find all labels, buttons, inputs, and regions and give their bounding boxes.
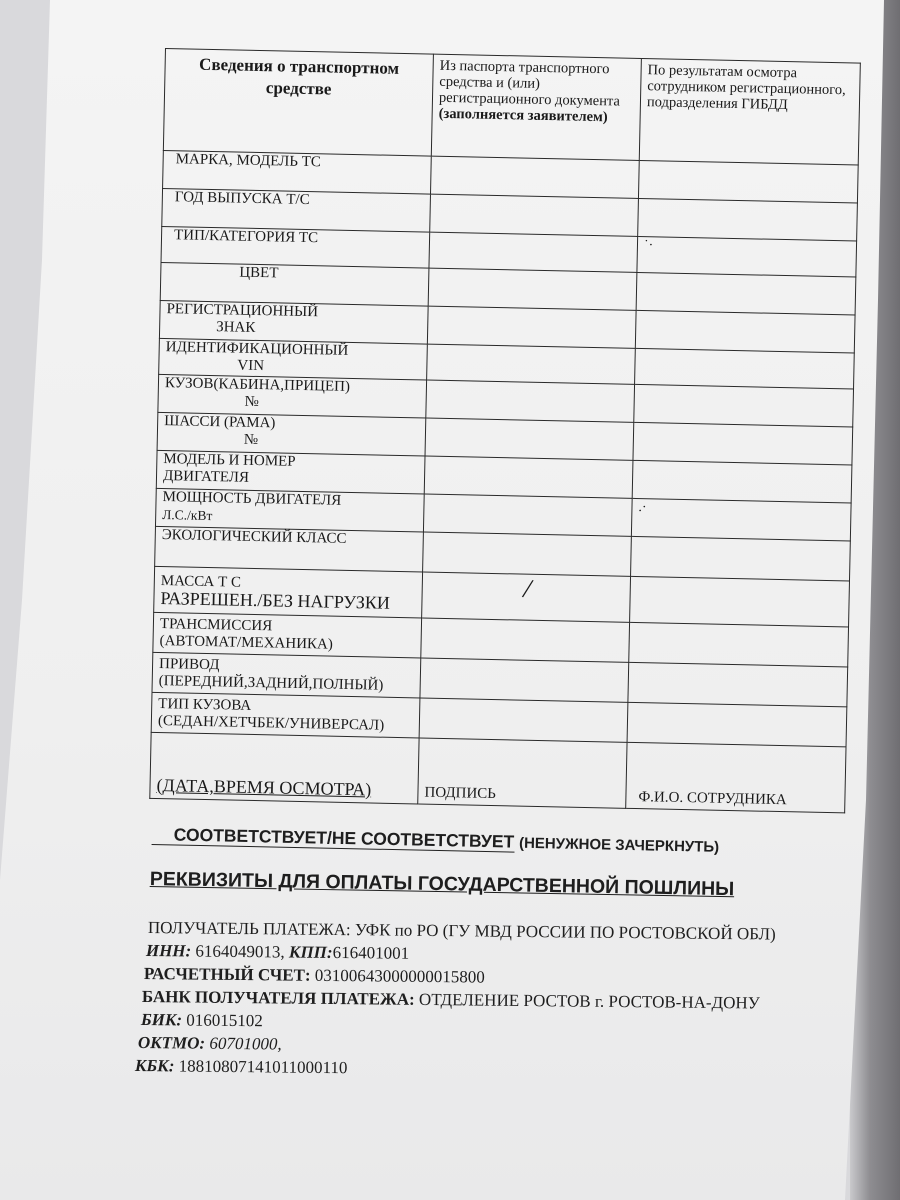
inspector-cell — [632, 460, 852, 503]
inspector-cell — [636, 272, 856, 315]
kbk-value: 18810807141011000110 — [178, 1056, 348, 1078]
oktmo-label: ОКТМО: — [137, 1033, 206, 1053]
inspector-cell — [638, 198, 858, 241]
row-label-type-category: ТИП/КАТЕГОРИЯ ТС — [161, 226, 430, 268]
row-label-body-number: КУЗОВ(КАБИНА,ПРИЦЕП) № — [158, 374, 427, 418]
applicant-cell — [419, 698, 628, 742]
applicant-cell — [430, 194, 639, 236]
footer-date-cell — [150, 732, 419, 804]
table-footer-row — [150, 732, 846, 813]
requisites-account — [144, 964, 485, 988]
inspector-cell — [628, 662, 848, 707]
inspector-cell — [635, 310, 855, 353]
kpp-label: КПП: — [288, 942, 333, 962]
header-from-passport-text: Из паспорта транспортного средства и (или) регистрационного документа — [438, 57, 621, 110]
mass-slash: / — [520, 573, 535, 606]
pen-mark: ˙· — [643, 238, 654, 254]
row-label-vin: ИДЕНТИФИКАЦИОННЫЙ VIN — [159, 338, 428, 380]
applicant-cell — [421, 618, 630, 662]
row-label-mass: МАССА Т С РАЗРЕШЕН./БЕЗ НАГРУЗКИ — [154, 566, 423, 618]
applicant-cell — [430, 156, 639, 198]
inspector-cell — [638, 160, 858, 203]
row-label-year: ГОД ВЫПУСКА Т/С — [162, 188, 431, 232]
inspector-cell — [629, 622, 849, 667]
kbk-label: КБК: — [134, 1056, 175, 1076]
header-from-passport — [431, 54, 641, 160]
inn-value: 6164049013, — [195, 941, 285, 962]
bik-value: 016015102 — [186, 1010, 263, 1031]
applicant-cell — [428, 268, 637, 310]
inspector-cell — [630, 576, 850, 627]
oktmo-value: 60701000, — [209, 1033, 282, 1054]
footer-signature-cell — [418, 738, 627, 808]
requisites-title: РЕКВИЗИТЫ ДЛЯ ОПЛАТЫ ГОСУДАРСТВЕННОЙ ПОШЛИНЫ — [149, 868, 735, 901]
pen-mark: .· — [638, 500, 647, 516]
row-label-color: ЦВЕТ — [160, 262, 429, 306]
inspector-cell — [634, 384, 854, 427]
applicant-cell — [424, 456, 633, 498]
applicant-cell — [423, 494, 632, 536]
applicant-cell — [427, 306, 636, 348]
compliance-main: СООТВЕТСТВУЕТ/НЕ СООТВЕТСТВУЕТ — [152, 824, 515, 853]
applicant-cell — [425, 418, 634, 460]
bank-value: ОТДЕЛЕНИЕ РОСТОВ г. РОСТОВ-НА-ДОНУ — [418, 989, 760, 1013]
row-label-make-model: МАРКА, МОДЕЛЬ ТС — [163, 150, 432, 194]
table-header-row — [163, 49, 860, 166]
inspector-cell — [637, 236, 857, 277]
footer-fio-cell — [626, 742, 846, 813]
requisites-kbk — [135, 1056, 348, 1078]
row-label-reg-plate: РЕГИСТРАЦИОННЫЙ ЗНАК — [159, 300, 428, 344]
bank-label: БАНК ПОЛУЧАТЕЛЯ ПЛАТЕЖА: — [141, 987, 415, 1009]
inspector-cell — [633, 422, 853, 465]
row-label-transmission: ТРАНСМИССИЯ (АВТОМАТ/МЕХАНИКА) — [153, 612, 422, 658]
inspector-cell — [627, 702, 847, 747]
inspector-cell — [635, 348, 855, 389]
applicant-cell — [426, 380, 635, 422]
row-label-body-type: ТИП КУЗОВА (СЕДАН/ХЕТЧБЕК/УНИВЕРСАЛ) — [151, 692, 420, 738]
inn-label: ИНН: — [145, 941, 192, 961]
requisites-oktmo — [138, 1033, 282, 1055]
applicant-cell — [429, 232, 638, 272]
bik-label: БИК: — [140, 1010, 183, 1030]
applicant-cell — [423, 532, 632, 576]
footer-signature-label: ПОДПИСЬ — [424, 784, 497, 803]
requisites-inn-kpp — [146, 941, 409, 964]
row-label-engine-power: МОЩНОСТЬ ДВИГАТЕЛЯ Л.С./кВт — [155, 488, 424, 532]
vehicle-info-table — [149, 48, 861, 813]
compliance-note: (НЕНУЖНОЕ ЗАЧЕРКНУТЬ) — [518, 834, 720, 856]
account-value: 03100643000000015800 — [314, 965, 485, 987]
row-label-engine: МОДЕЛЬ И НОМЕР ДВИГАТЕЛЯ — [156, 450, 425, 494]
row-label-eco-class: ЭКОЛОГИЧЕСКИЙ КЛАСС — [155, 526, 424, 572]
inspector-cell — [631, 498, 851, 541]
header-inspection-results: По результатам осмотра сотрудником регистрационного, подразделения ГИБДД — [639, 58, 860, 165]
applicant-cell — [420, 658, 629, 702]
footer-fio-label: Ф.И.О. СОТРУДНИКА — [638, 789, 787, 809]
row-label-drive: ПРИВОД (ПЕРЕДНИЙ,ЗАДНИЙ,ПОЛНЫЙ) — [152, 652, 421, 698]
applicant-cell — [427, 344, 636, 384]
header-vehicle-info: Сведения о транспортном средстве — [163, 49, 433, 157]
inspector-cell — [631, 536, 851, 581]
requisites-recipient: ПОЛУЧАТЕЛЬ ПЛАТЕЖА: УФК по РО (ГУ МВД РОССИИ ПО РОСТОВСКОЙ ОБЛ) — [147, 918, 776, 944]
requisites-bik — [141, 1010, 263, 1031]
account-label: РАСЧЕТНЫЙ СЧЕТ: — [143, 964, 311, 985]
footer-date-label: (ДАТА,ВРЕМЯ ОСМОТРА) — [156, 774, 372, 800]
header-filled-by-applicant: (заполняется заявителем) — [438, 105, 608, 126]
applicant-cell-mass — [422, 572, 631, 622]
kpp-value: 616401001 — [332, 942, 410, 963]
row-label-chassis: ШАССИ (РАМА) № — [157, 412, 426, 456]
